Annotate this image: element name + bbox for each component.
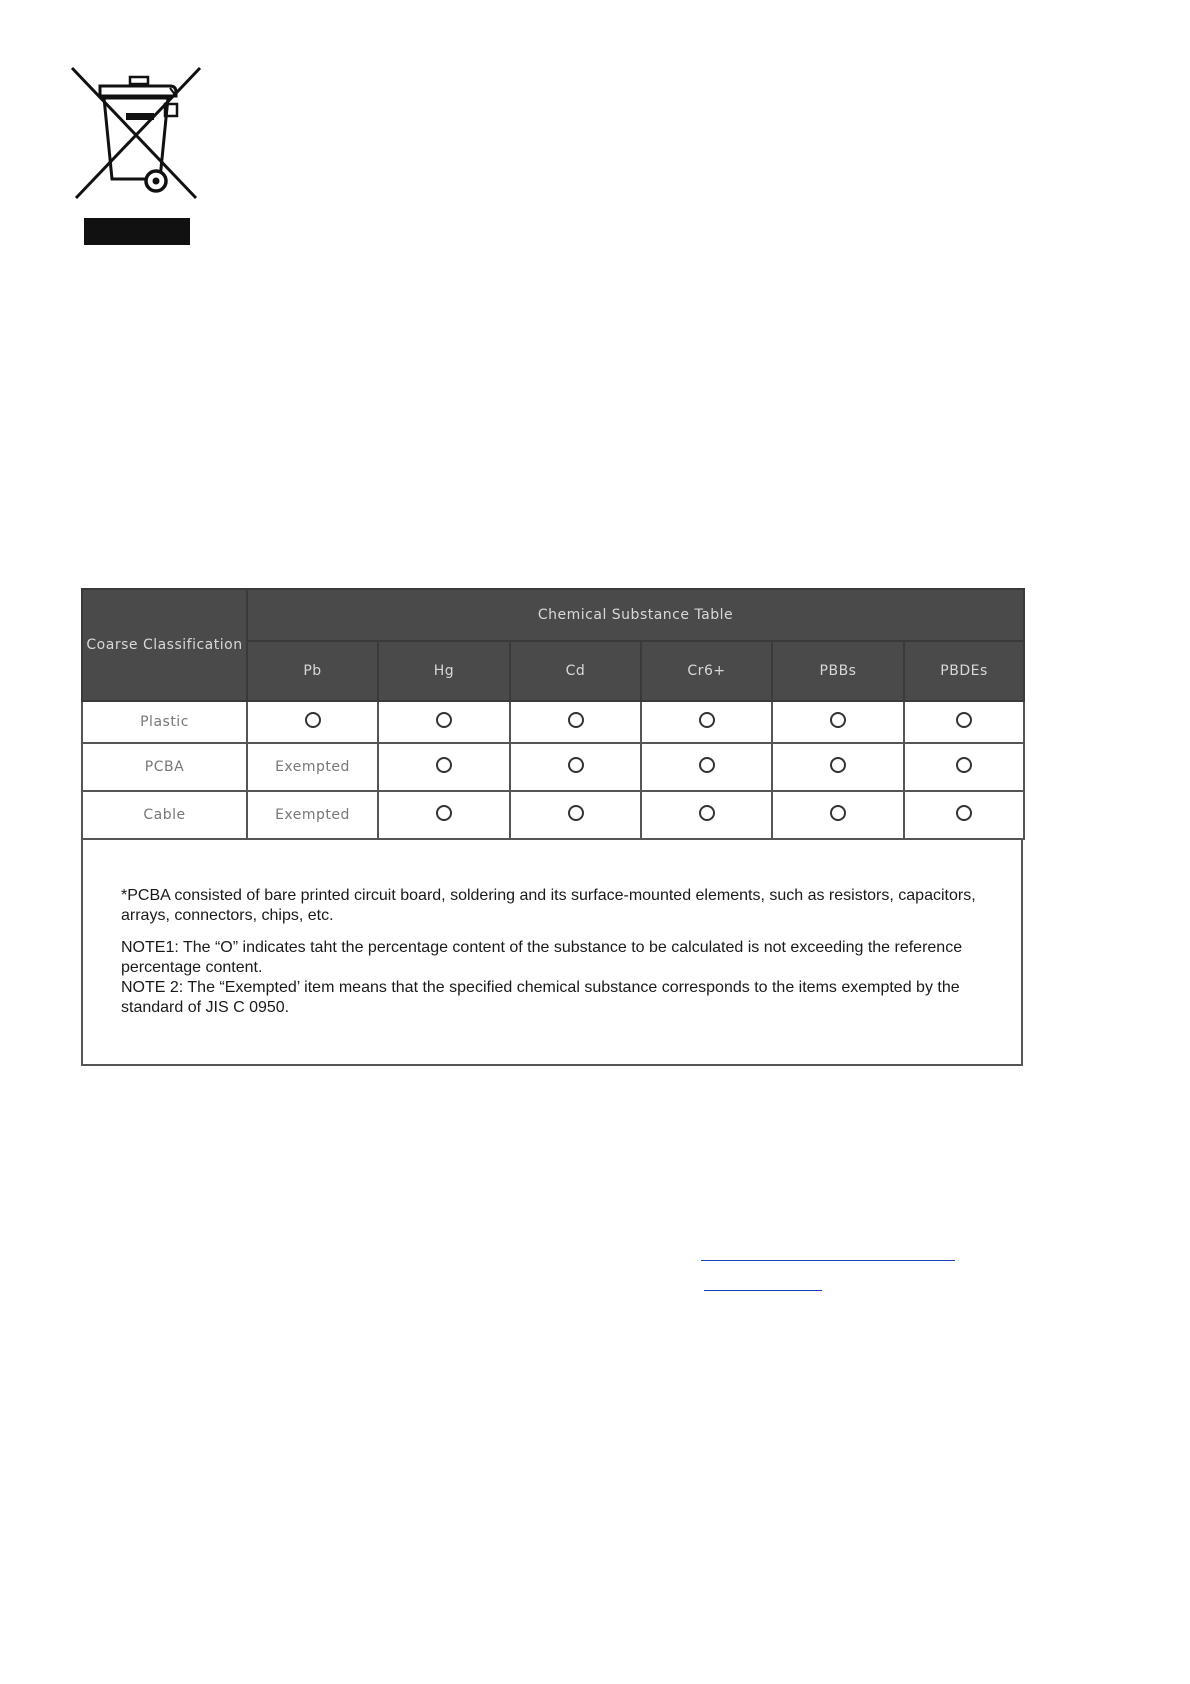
table-title: Chemical Substance Table [247,589,1024,641]
circle-mark [568,805,584,821]
chemical-substance-table-block [81,588,1023,1066]
note-1: NOTE1: The “O” indicates taht the percentage content of the substance to be calculated is not exceeding the reference percentage content. [121,939,963,976]
row-label: Cable [82,791,247,839]
table-cell: Exempted [247,743,378,791]
table-row [82,701,1024,743]
substance-header: Cd [510,641,641,701]
weee-symbol [70,66,206,246]
table-cell [378,743,510,791]
circle-mark [568,712,584,728]
table-cell [772,791,904,839]
table-cell [641,791,772,839]
table-cell [247,701,378,743]
circle-mark [699,712,715,728]
circle-mark [699,805,715,821]
circle-mark [568,757,584,773]
circle-mark [830,757,846,773]
table-cell [772,743,904,791]
row-label: Plastic [82,701,247,743]
circle-mark [956,712,972,728]
coarse-classification-header: Coarse Classification [82,589,247,701]
table-cell [510,743,641,791]
crossed-out-wheelie-bin-icon [70,66,206,246]
substance-header: Cr6+ [641,641,772,701]
substance-header: Hg [378,641,510,701]
table-cell [510,701,641,743]
circle-mark [305,712,321,728]
circle-mark [436,757,452,773]
circle-mark [699,757,715,773]
table-notes [81,840,1023,1066]
row-label: PCBA [82,743,247,791]
table-row [82,791,1024,839]
circle-mark [956,805,972,821]
circle-mark [830,805,846,821]
pcba-note: *PCBA consisted of bare printed circuit board, soldering and its surface-mounted elements, such as resistors, capacitors, arrays, connectors, chips, etc. [121,887,976,924]
circle-mark [956,757,972,773]
table-cell [904,743,1024,791]
circle-mark [436,712,452,728]
circle-mark [436,805,452,821]
note-2: NOTE 2: The “Exempted’ item means that the specified chemical substance corresponds to the items exempted by the standard of JIS C 0950. [121,979,960,1016]
table-cell [904,701,1024,743]
table-cell [904,791,1024,839]
hyperlink-underline[interactable] [701,1260,955,1261]
chemical-substance-table [81,588,1025,840]
hyperlink-underline[interactable] [704,1290,822,1291]
table-cell [641,743,772,791]
substance-header: Pb [247,641,378,701]
table-cell [378,791,510,839]
table-cell: Exempted [247,791,378,839]
circle-mark [830,712,846,728]
table-cell [641,701,772,743]
table-cell [510,791,641,839]
substance-header: PBDEs [904,641,1024,701]
table-row [82,743,1024,791]
table-cell [378,701,510,743]
substance-header: PBBs [772,641,904,701]
table-cell [772,701,904,743]
